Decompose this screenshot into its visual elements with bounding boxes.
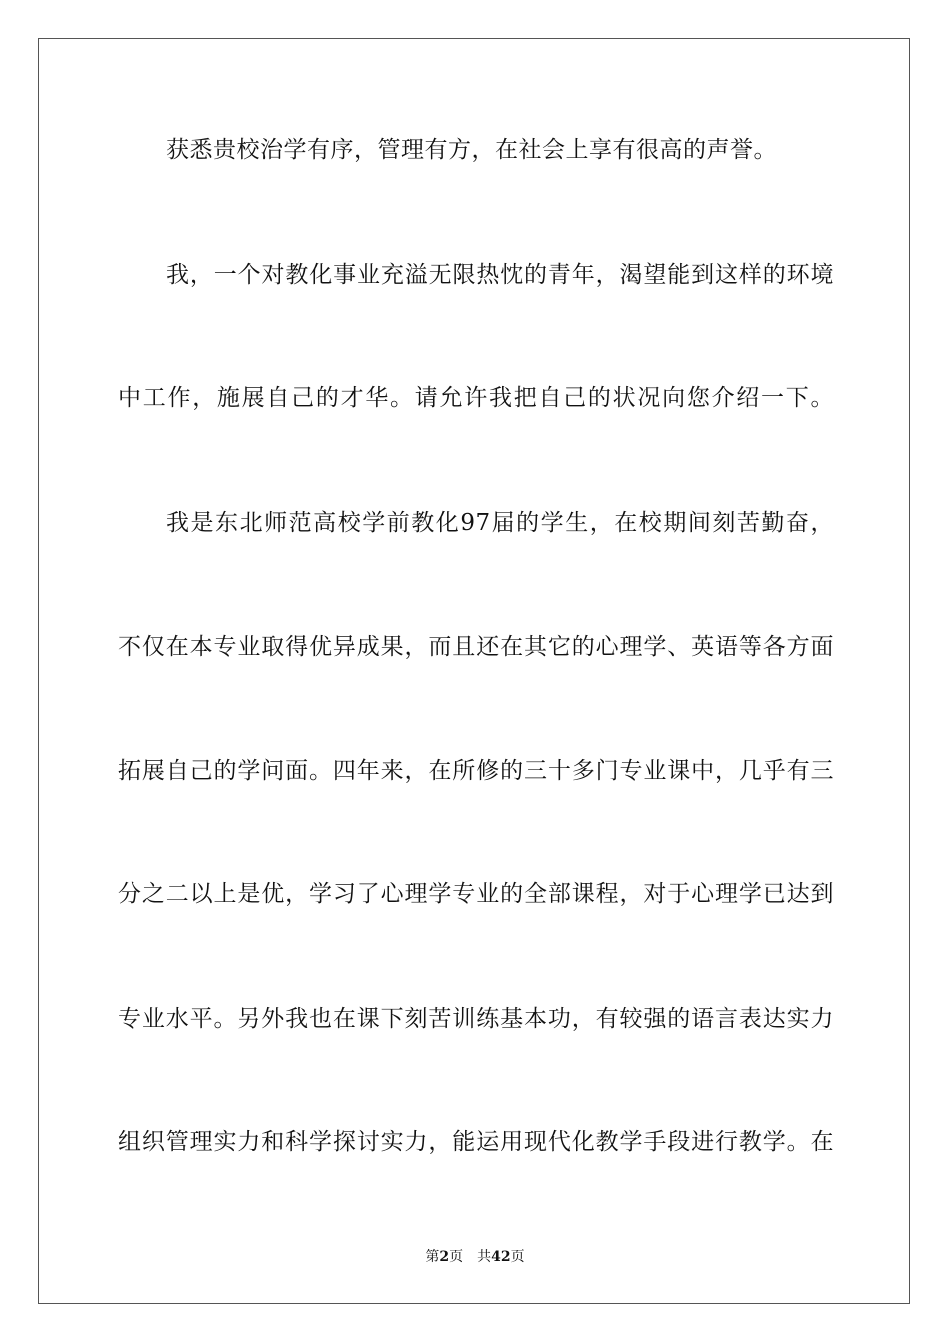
page-prefix: 第 xyxy=(425,1249,440,1265)
page-suffix: 页 xyxy=(449,1249,464,1265)
text-line-8: 专业水平。另外我也在课下刻苦训练基本功，有较强的语言表达实力 xyxy=(118,1006,834,1032)
page-border xyxy=(38,38,910,1304)
total-prefix: 共 xyxy=(477,1249,492,1265)
text-line-1: 获悉贵校治学有序，管理有方，在社会上享有很高的声誉。 xyxy=(166,137,777,163)
text-line-2: 我，一个对教化事业充溢无限热忱的青年，渴望能到这样的环境 xyxy=(166,262,834,288)
page-number: 2 xyxy=(439,1249,450,1265)
text-line-4: 我是东北师范高校学前教化97届的学生，在校期间刻苦勤奋， xyxy=(166,510,834,536)
text-line-3: 中工作，施展自己的才华。请允许我把自己的状况向您介绍一下。 xyxy=(118,385,834,411)
text-line-5: 不仅在本专业取得优异成果，而且还在其它的心理学、英语等各方面 xyxy=(118,634,834,660)
text-line-7: 分之二以上是优，学习了心理学专业的全部课程，对于心理学已达到 xyxy=(118,881,834,907)
text-line-9: 组织管理实力和科学探讨实力，能运用现代化教学手段进行教学。在 xyxy=(118,1129,834,1155)
text-line-6: 拓展自己的学问面。四年来，在所修的三十多门专业课中，几乎有三 xyxy=(118,758,834,784)
total-suffix: 页 xyxy=(510,1249,525,1265)
total-pages: 42 xyxy=(491,1249,511,1265)
page-footer xyxy=(0,1248,950,1266)
